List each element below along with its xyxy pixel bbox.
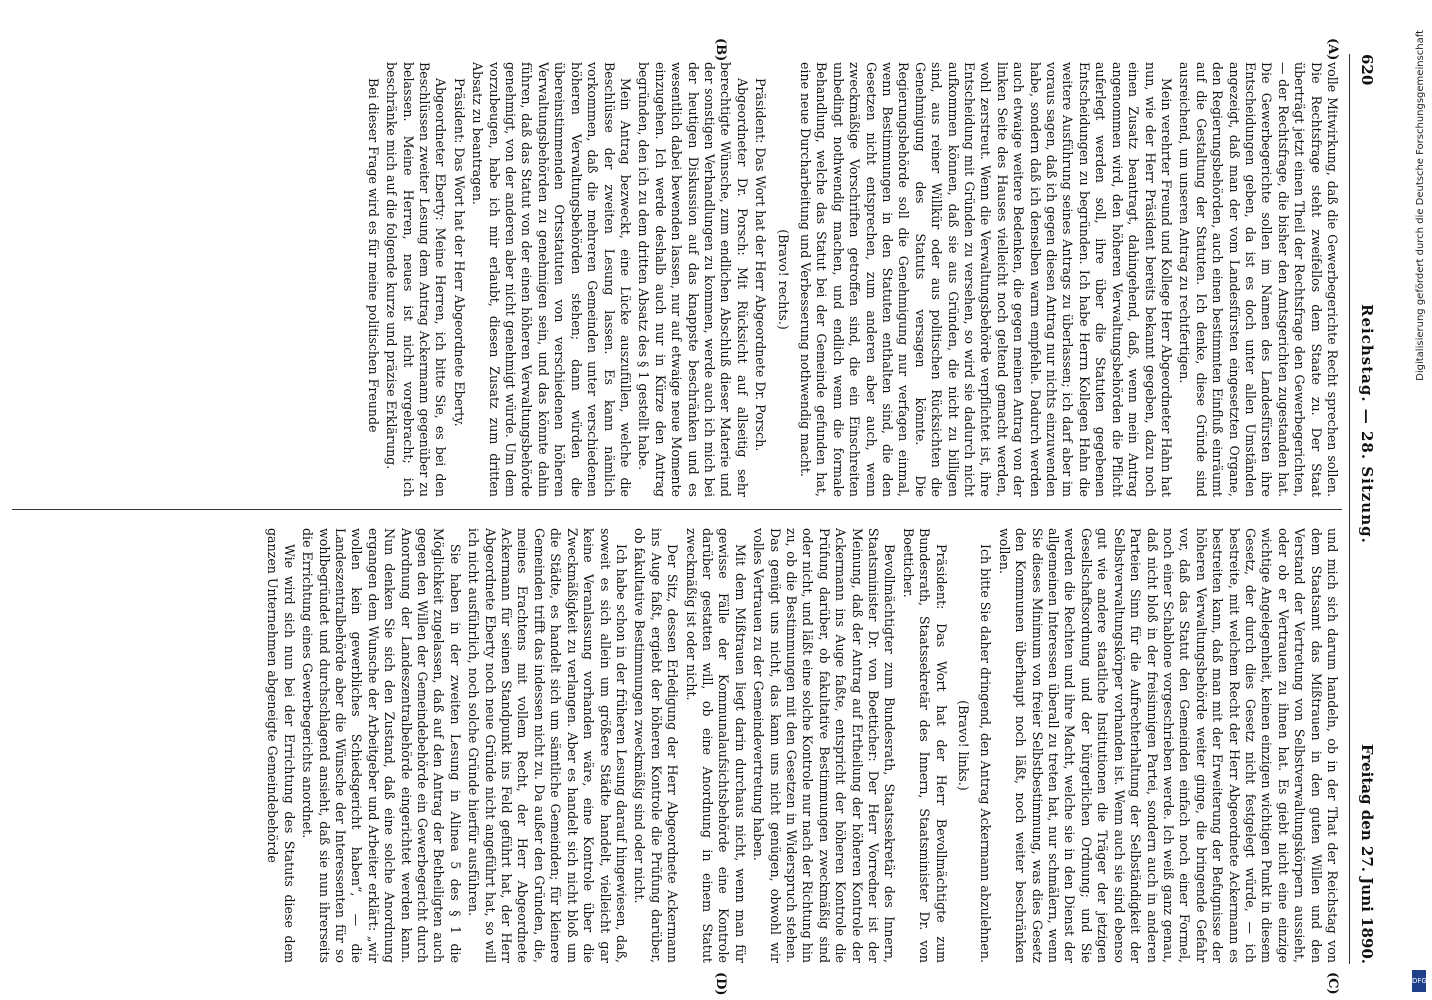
speaker-paragraph: Bevollmächtigter zum Bundesrath, Staatssekretär des Innern, Staatsminister Dr. von Boetticher: Der Herr Vorredner ist der Meinung, daß der Antrag auf Ertheilung der höheren Kontrole der Ackermann ins Auge faßte, entspricht der höheren Kontrole die Prüfung darüber, ob fakultative Bestimmungen zweckmäßig sind oder nicht, und läßt eine solche Kontrole nur nach der Richtung hin zu, ob die Bestimmungen mit den Gesetzen in Widerspruch stehen. Das genügt uns nicht, das kann uns nicht genügen, obwohl wir volles Vertrauen zu der Gemeindevertretung haben.	[751, 528, 898, 963]
speaker-paragraph: Abgeordneter Eberty: Meine Herren, ich bitte Sie, es bei den Beschlüssen zweiter Lesung dem Antrag Ackermann gegenüber zu belassen. Meine Herren, neues ist nicht vorgebracht; ich beschränke mich auf die folgende kurze und präzise Erklärung.	[384, 62, 449, 497]
paragraph: Der Sitz, dessen Erledigung der Herr Abgeordnete Ackermann ins Auge faßt, ergiebt der höheren Kontrole die Prüfung darüber, ob fakultative Bestimmungen zweckmäßig sind oder nicht.	[632, 528, 681, 963]
running-title: Reichstag. — 28. Sitzung.	[1358, 304, 1376, 544]
paragraph: Ich habe schon in der früheren Lesung darauf hingewiesen, daß, soweit es sich allein um größere Städte handelt, vielleicht gar keine Veranlassung vorhanden wäre, eine Kontrole über die Zweckmäßigkeit zu verlangen. Aber es handelt sich nicht bloß um die Städte, es handelt sich um sämtliche Gemeinden; für kleinere Gemeinden trifft das indessen nicht zu. Da außer den Gründen, die, meines Erachtens mit vollem Recht, der Herr Abgeordnete Ackermann für seinen Standpunkt ins Feld geführt hat, der Herr Abgeordnete Eberty noch neue Gründe nicht angeführt hat, so will ich nicht ausführlich, noch solche Gründe hierfür ausführen.	[466, 528, 629, 963]
margin-marker-d: (D)	[713, 972, 728, 996]
margin-marker-a: (A)	[1325, 38, 1340, 61]
paragraph: und mich sich darum handeln, ob in der That der Reichstag von dem Staatsamt das Mißtrauen in den guten Willen und den Verstand der Vertretung von Selbstverwaltungskörpern aussieht, oder ob er Vertrauen zu ihnen hat. Es giebt nicht eine einzige wichtige Angelegenheit, keinen einzigen wichtigen Punkt in diesem Gesetz, der durch dies Gesetz nicht festgelegt würde, — ich bestreite, mit welchem Recht der Herr Abgeordnete Ackermann es bestreiten kann, daß man mit der Erweiterung der Befugnisse der höheren Verwaltungsbehörde weiter ginge, die bringende Gefahr vor, daß das Statut den Gemeinden einfach noch einer Formel, noch einer Schablone vorgeschrieben werde. Ich weiß ganz genau, daß nicht bloß in der freisinnigen Partei, sondern auch in anderen Parteien Sinn für die Aufrechterhaltung der Selbständigkeit der Selbstverwaltungskörper vorhanden ist. Wenn auch sie sind ebenso gut wie andere staatliche Institutionen die Träger der jetzigen Gesellschaftsordnung und der bürgerlichen Ordnung; und Sie werden die Rechten und ihre Macht, welche sie in den Dienst der allgemeinen Interessen überall zu treten hat, nur schmälern, wenn Sie dieses Minimum von freier Selbstbestimmung, was dies Gesetz den Kommunen überhaupt noch läßt, noch weiter beschränken wollen.	[996, 528, 1340, 963]
paragraph: Mit dem Mißtrauen liegt darin durchaus nicht, wenn man für gewisse Fälle der Kommunalaufsichtsbehörde eine Kontrole darüber gestatten will, ob eine Anordnung in einem Statut zweckmäßig ist oder nicht.	[683, 528, 748, 963]
paragraph: volle Mitwirkung, daß die Gewerbegerichte Recht sprechen sollen. Die Rechtsfrage steht zweifellos dem Staate zu. Der Staat überträgt jetzt einen Theil der Rechtsfrage den Gewerbegerichten, — der Rechtsfrage, die bisher den Amtsgerichten zugestanden hat. Die Gewerbegerichte sollen im Namen des Landesfürsten ihre Entscheidungen geben, da ist es doch unter allen Umständen angezeigt, daß man der vom Landesfürsten eingesetzten Organe, den Regierungsbehörden, auch einen bestimmten Einfluß einräumt auf die Gestaltung der Statuten. Ich denke, diese Gründe sind ausreichend, um unseren Antrag zu rechtfertigen.	[1177, 62, 1340, 497]
speaker-paragraph: Präsident: Das Wort hat der Herr Abgeordnete Eberty.	[451, 78, 467, 427]
applause-note: (Bravo! rechts.)	[775, 229, 791, 330]
page-number: 620	[1358, 54, 1376, 86]
session-date: Freitag den 27. Juni 1890.	[1358, 743, 1376, 964]
speaker-paragraph: Abgeordneter Dr. Porsch: Mit Rücksicht auf allseitig sehr berechtigte Wünsche, zum endlichen Abschluß dieser Materie und der sonstigen Verhandlungen zu kommen, werde auch ich mich bei der heutigen Diskussion auf das knappste beschränken und es wesentlich dabei bewenden lassen, nur auf etwaige neue Momente einzugehen. Ich werde deshalb auch nur in Kürze den Antrag begründen, den ich zu dem dritten Absatz des § 1 gestellt habe.	[636, 62, 750, 497]
paragraph: Mein verehrter Freund und Kollege Herr Abgeordneter Hahn hat nun, wie der Herr Präsident bereits bekannt gegeben, dazu noch einen Zusatz beantragt, dahingehend, daß, wenn mein Antrag angenommen wird, den höheren Verwaltungsbehörden die Pflicht auferlegt werden soll, ihre über die Statuten gegebenen Entscheidungen zu begründen. Ich habe Herrn Kollegen Hahn die weitere Ausführung seines Antrags zu überlassen; ich darf aber im voraus sagen, daß ich gegen diesen Antrag nur nichts einzuwenden habe, sondern daß ich denselben warm empfehle. Dadurch werden auch etwaige weitere Bedenken, die gegen meinen Antrag von der linken Seite des Hauses vielleicht noch geltend gemacht werden, wohl zerstreut. Wenn die Verwaltungsbehörde verpflichtet ist, ihre Entscheidung mit Gründen zu versehen, so wird sie dadurch nicht aufkommen können, daß sie aus Gründen, die nicht zu billigen sind, aus reiner Willkür oder aus politischen Rücksichten die Genehmigung des Statuts versagen könnte. Die Regierungsbehörde soll die Genehmigung nur verfagen einmal, wenn Bestimmungen in den Statuten enthalten sind, die den Gesetzen nicht entsprechen, zum anderen aber auch, wenn zweckmäßige Vorschriften getroffen sind, die ein Einschreiten unbedingt nothwendig machen, und endlich wenn die formale Behandlung, welche das Statut bei der Gemeinde gefunden hat, eine neue Durcharbeitung und Verbesserung nothwendig macht.	[798, 62, 1174, 497]
digitization-credit-strip	[1404, 0, 1432, 1000]
paragraph: Mein Antrag bezweckt, eine Lücke auszufüllen, welche die Beschlüsse der zweiten Lesung lassen. Es kann nämlich vorkommen, daß die mehreren Gemeinden unter verschiedenen höheren Verwaltungsbehörden stehen; dann würden die übereinstimmenden Ortsstatuten von verschiedenen höheren Verwaltungsbehörden zu genehmigen sein, und das könnte dahin führen, daß das Statut von der einen höheren Verwaltungsbehörde genehmigt, von der anderen aber nicht genehmigt würde. Um dem vorzubeugen, habe ich mir erlaubt, diesen Zusatz zum dritten Absatz zu beantragen.	[470, 62, 633, 497]
left-text-column	[10, 62, 1340, 497]
paragraph: Sie haben in der zweiten Lesung in Alinea 5 des § 1 die Möglichkeit zugelassen, daß auf den Antrag der Betheiligten auch gegen den Willen der Gemeindebehörde ein Gewerbegericht durch Anordnung der Landeszentralbehörde eingerichtet werden kann. Nun denken Sie sich den Zustand, daß eine solche Anordnung ergangen dem Wunsche der Arbeitgeber und Arbeiter erklärt: „wir wollen kein gewerbliches Schiedsgericht haben“, — die Landeszentralbehörde aber die Wünsche der Interessenten für so wohlbegründet und durchschlagend ansieht, daß sie nun ihrerseits die Errichtung eines Gewerbegerichts anordnet.	[300, 528, 463, 963]
column-divider	[12, 509, 1342, 510]
page-header	[1350, 54, 1380, 964]
speaker-paragraph: Präsident: Das Wort hat der Herr Abgeordnete Dr. Porsch.	[753, 78, 769, 452]
applause-note: (Bravo! links.)	[956, 700, 972, 791]
margin-marker-b: (B)	[713, 38, 728, 62]
paragraph: Wie wird sich nun bei der Errichtung des Statuts diese dem ganzen Unternehmen abgeneigte Gemeindebehörde	[265, 528, 297, 963]
right-text-column	[10, 528, 1340, 963]
header-rule	[1349, 54, 1350, 964]
digitization-credit: Digitalisierung gefördert durch die Deutsche Forschungsgemeinschaft	[1415, 30, 1426, 381]
margin-marker-c: (C)	[1325, 972, 1340, 995]
dfg-logo-icon: DFG	[1412, 970, 1426, 992]
speaker-paragraph: Präsident: Das Wort hat der Herr Bevollmächtigte zum Bundesrath, Staatssekretär des Innern, Staatsminister Dr. von Boetticher.	[900, 528, 949, 963]
paragraph: Bei dieser Frage wird es für meine politischen Freunde	[365, 78, 381, 433]
paragraph: Ich bitte Sie daher dringend, den Antrag Ackermann abzulehnen.	[978, 544, 994, 963]
